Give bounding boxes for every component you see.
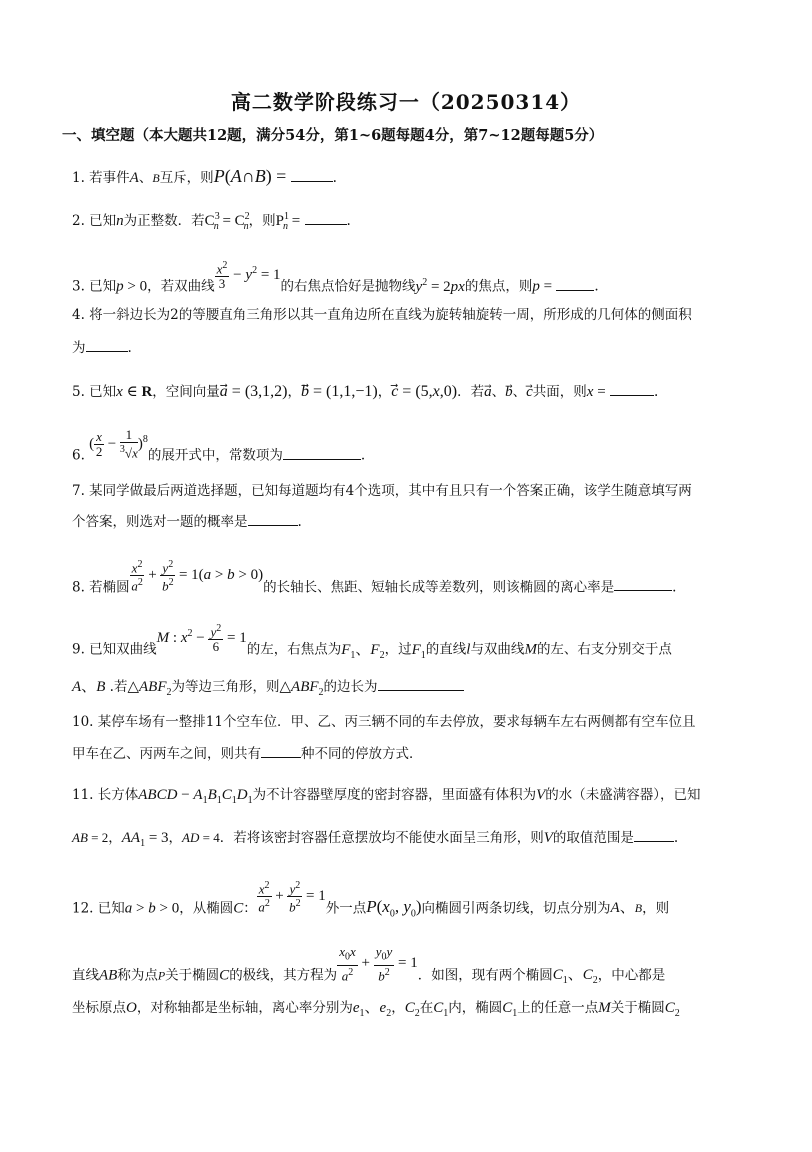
q5-text-d: 共面，则 bbox=[532, 384, 587, 400]
q7-text-b: 个答案，则选对一题的概率是 bbox=[72, 514, 248, 530]
q9-text-g: 若 bbox=[113, 679, 128, 695]
q12-number: 12. bbox=[72, 900, 98, 917]
question-4-line-2: 为 . bbox=[72, 337, 132, 358]
answer-blank-8[interactable] bbox=[614, 576, 672, 591]
q12-text-b: ，从椭圆 bbox=[179, 900, 234, 917]
q9-text-e: 与双曲线 bbox=[470, 641, 525, 658]
answer-blank-2[interactable] bbox=[305, 210, 347, 225]
question-4-line-1: 4. 将一斜边长为2的等腰直角三角形以其一直角边所在直线为旋转轴旋转一周，所形成的几何体的侧面积 bbox=[72, 307, 692, 323]
answer-blank-9[interactable] bbox=[378, 676, 464, 691]
q8-number: 8. bbox=[72, 579, 90, 596]
q3-text-c: 的右焦点恰好是抛物线 bbox=[280, 278, 416, 295]
answer-blank-10[interactable] bbox=[261, 743, 301, 758]
q11-text-a: 长方体 bbox=[97, 787, 139, 803]
q11-text-e: 的取值范围是 bbox=[552, 830, 634, 846]
question-9-line-1: 9. 已知双曲线M : $x^2$ − $\frac{y^2}{6}$ = 1的左，右焦点为$F_1$、$F_2$，过$F_1$的直线l与双曲线M的左、右支分别交于点 bbox=[72, 623, 672, 661]
q12-text-i: 的极线，其方程为 bbox=[229, 967, 338, 984]
answer-blank-11[interactable] bbox=[634, 827, 674, 842]
q5-text-a: 已知 bbox=[89, 384, 117, 400]
q2-text-b: 为正整数．若 bbox=[123, 213, 205, 229]
question-9-line-2: A、B .若$\triangle ABF_2$为等边三角形，则$\triangle ABF_2$的边长为 bbox=[72, 676, 464, 703]
question-10-line-2 bbox=[72, 743, 423, 764]
q3-text-d: 的焦点，则 bbox=[464, 278, 533, 295]
q9-text-a: 已知双曲线 bbox=[89, 641, 157, 658]
q9-text-i: 的边长为 bbox=[323, 679, 378, 695]
q5-text-c: ．若 bbox=[457, 384, 485, 400]
question-5: 5. 已知x ∈ R，空间向量a⃗ = (3,1,2)，b⃗ = (1,1,−1)，c⃗ = (5,x,0)．若a、b、c共面，则x = . bbox=[72, 383, 659, 400]
q12-text-p: 上的任意一点 bbox=[517, 1000, 599, 1016]
answer-blank-1[interactable] bbox=[291, 167, 333, 182]
q1-number: 1. bbox=[72, 170, 90, 186]
question-11-line-1: 11. 长方体ABCD − $A_1B_1C_1D_1$为不计容器壁厚度的密封容器，里面盛有体积为V的水（未盛满容器），已知 bbox=[72, 787, 701, 806]
q9-text-c: ，过 bbox=[384, 641, 412, 658]
q9-text-f: 的左、右支分别交于点 bbox=[536, 641, 672, 658]
question-12-line-3: 坐标原点O，对称轴都是坐标轴，离心率分别为$e_1$、$e_2$，$C_2$在$C_1$内，椭圆$C_1$上的任意一点M关于椭圆$C_2$ bbox=[72, 1000, 680, 1019]
answer-blank-7[interactable] bbox=[248, 511, 298, 526]
q9-text-h: 为等边三角形，则 bbox=[171, 679, 280, 695]
q12-text-f: 直线 bbox=[72, 967, 99, 984]
q5-number: 5. bbox=[72, 384, 90, 400]
q3-text-a: 已知 bbox=[89, 278, 117, 295]
answer-blank-3[interactable] bbox=[556, 276, 594, 291]
question-10-line-1: 10. 某停车场有一整排11个空车位．甲、乙、丙三辆不同的车去停放，要求每辆车左右两侧都有空车位且 bbox=[72, 714, 696, 730]
question-6: 6. ( $\frac{x}{2}$ − $\frac{1}{^3√x}$ )$^8$的展开式中，常数项为 . bbox=[72, 427, 366, 464]
q9-text-d: 的直线 bbox=[425, 641, 467, 658]
q6-number: 6. bbox=[72, 447, 90, 464]
q12-text-k: ，中心都是 bbox=[597, 967, 666, 984]
q12-text-l: 坐标原点 bbox=[72, 1000, 126, 1016]
q12-text-j: ．如图，现有两个椭圆 bbox=[417, 967, 553, 984]
question-2: 2. 已知n为正整数．若$C^3_n = C^2_n$，则$P^1_n$ = . bbox=[72, 211, 351, 232]
q12-text-o: 内，椭圆 bbox=[448, 1000, 503, 1016]
q3-text-b: ，若双曲线 bbox=[147, 278, 215, 295]
answer-blank-6[interactable] bbox=[283, 445, 361, 460]
q5-text-b: ，空间向量 bbox=[152, 384, 220, 400]
question-12-line-1: 12. 已知a > b > 0，从椭圆C： $\frac{x^2}{a^2}$ + $\frac{y^2}{b^2}$ = 1外一点$P(x_0$, $y_0$)向椭圆引两条切线，切点分别为A、B，则 bbox=[72, 880, 670, 920]
question-3: 3. 已知p > 0，若双曲线 $\frac{x^2}{3}$ − $y^2 = 1$的右焦点恰好是抛物线$y^2 = 2px$的焦点，则p = . bbox=[72, 260, 599, 295]
q2-number: 2. bbox=[72, 213, 90, 229]
q12-text-g: 称为点 bbox=[117, 967, 158, 984]
section-heading: 一、填空题（本大题共12题，满分54分，第1~6题每题4分，第7~12题每题5分） bbox=[62, 127, 604, 144]
question-1: 1. 若事件A、B互斥，则P(A∩B) = . bbox=[72, 166, 337, 186]
q12-text-m: ，对称轴都是坐标轴，离心率分别为 bbox=[136, 1000, 353, 1016]
q11-text-d: ．若将该密封容器任意摆放均不能使水面呈三角形，则 bbox=[219, 830, 544, 846]
q8-text-b: 的长轴长、焦距、短轴长成等差数列，则该椭圆的离心率是 bbox=[263, 579, 615, 596]
q9-number: 9. bbox=[72, 641, 90, 658]
q12-text-d: 向椭圆引两条切线，切点分别为 bbox=[421, 900, 611, 917]
answer-blank-5[interactable] bbox=[610, 381, 654, 396]
q2-text-c: ，则 bbox=[248, 213, 276, 229]
q4-text-b: 为 bbox=[72, 340, 86, 356]
q12-text-n: 在 bbox=[419, 1000, 434, 1016]
q6-text-a: 的展开式中，常数项为 bbox=[147, 447, 283, 464]
q11-text-b: 为不计容器壁厚度的密封容器，里面盛有体积为 bbox=[252, 787, 537, 803]
q12-text-c: 外一点 bbox=[325, 900, 367, 917]
question-12-line-2: 直线AB称为点P关于椭圆C的极线，其方程为 $\frac{x_0x}{a^2}$ + $\frac{y_0y}{b^2}$ = 1．如图，现有两个椭圆$C_1$、$C_2$，中心都是 bbox=[72, 944, 666, 987]
q12-text-a: 已知 bbox=[97, 900, 125, 917]
q1-text-a: 若事件 bbox=[89, 170, 130, 186]
question-7-line-1: 7. 某同学做最后两道选择题，已知每道题均有4个选项，其中有且只有一个答案正确，该学生随意填写两 bbox=[72, 483, 692, 499]
q1-text-b: 互斥，则 bbox=[159, 170, 214, 186]
q11-number: 11. bbox=[72, 787, 98, 803]
question-11-line-2: AB = 2，$AA_1 = 3$，AD = 4．若将该密封容器任意摆放均不能使水面呈三角形，则V的取值范围是 . bbox=[72, 827, 678, 854]
page-title: 高二数学阶段练习一（20250314） bbox=[230, 90, 582, 114]
q3-number: 3. bbox=[72, 278, 90, 295]
q12-text-e: ，则 bbox=[642, 900, 670, 917]
q8-text-a: 若椭圆 bbox=[89, 579, 130, 596]
q9-text-b: 的左，右焦点为 bbox=[246, 641, 342, 658]
question-7-line-2: 个答案，则选对一题的概率是 . bbox=[72, 511, 302, 532]
q2-text-a: 已知 bbox=[89, 213, 117, 229]
q12-text-q: 关于椭圆 bbox=[610, 1000, 665, 1016]
q11-text-c: 的水（未盛满容器），已知 bbox=[545, 787, 701, 803]
q12-text-h: 关于椭圆 bbox=[165, 967, 220, 984]
question-8: 8. 若椭圆 $\frac{x^2}{a^2}$ + $\frac{y^2}{b^2}$ = 1(a > b > 0)的长轴长、焦距、短轴长成等差数列，则该椭圆的离心率是 . bbox=[72, 559, 677, 596]
q10-text-b: 种不同的停放方式． bbox=[301, 746, 423, 762]
q10-text-a: 甲车在乙、丙两车之间，则共有 bbox=[72, 746, 261, 762]
answer-blank-4[interactable] bbox=[86, 337, 128, 352]
